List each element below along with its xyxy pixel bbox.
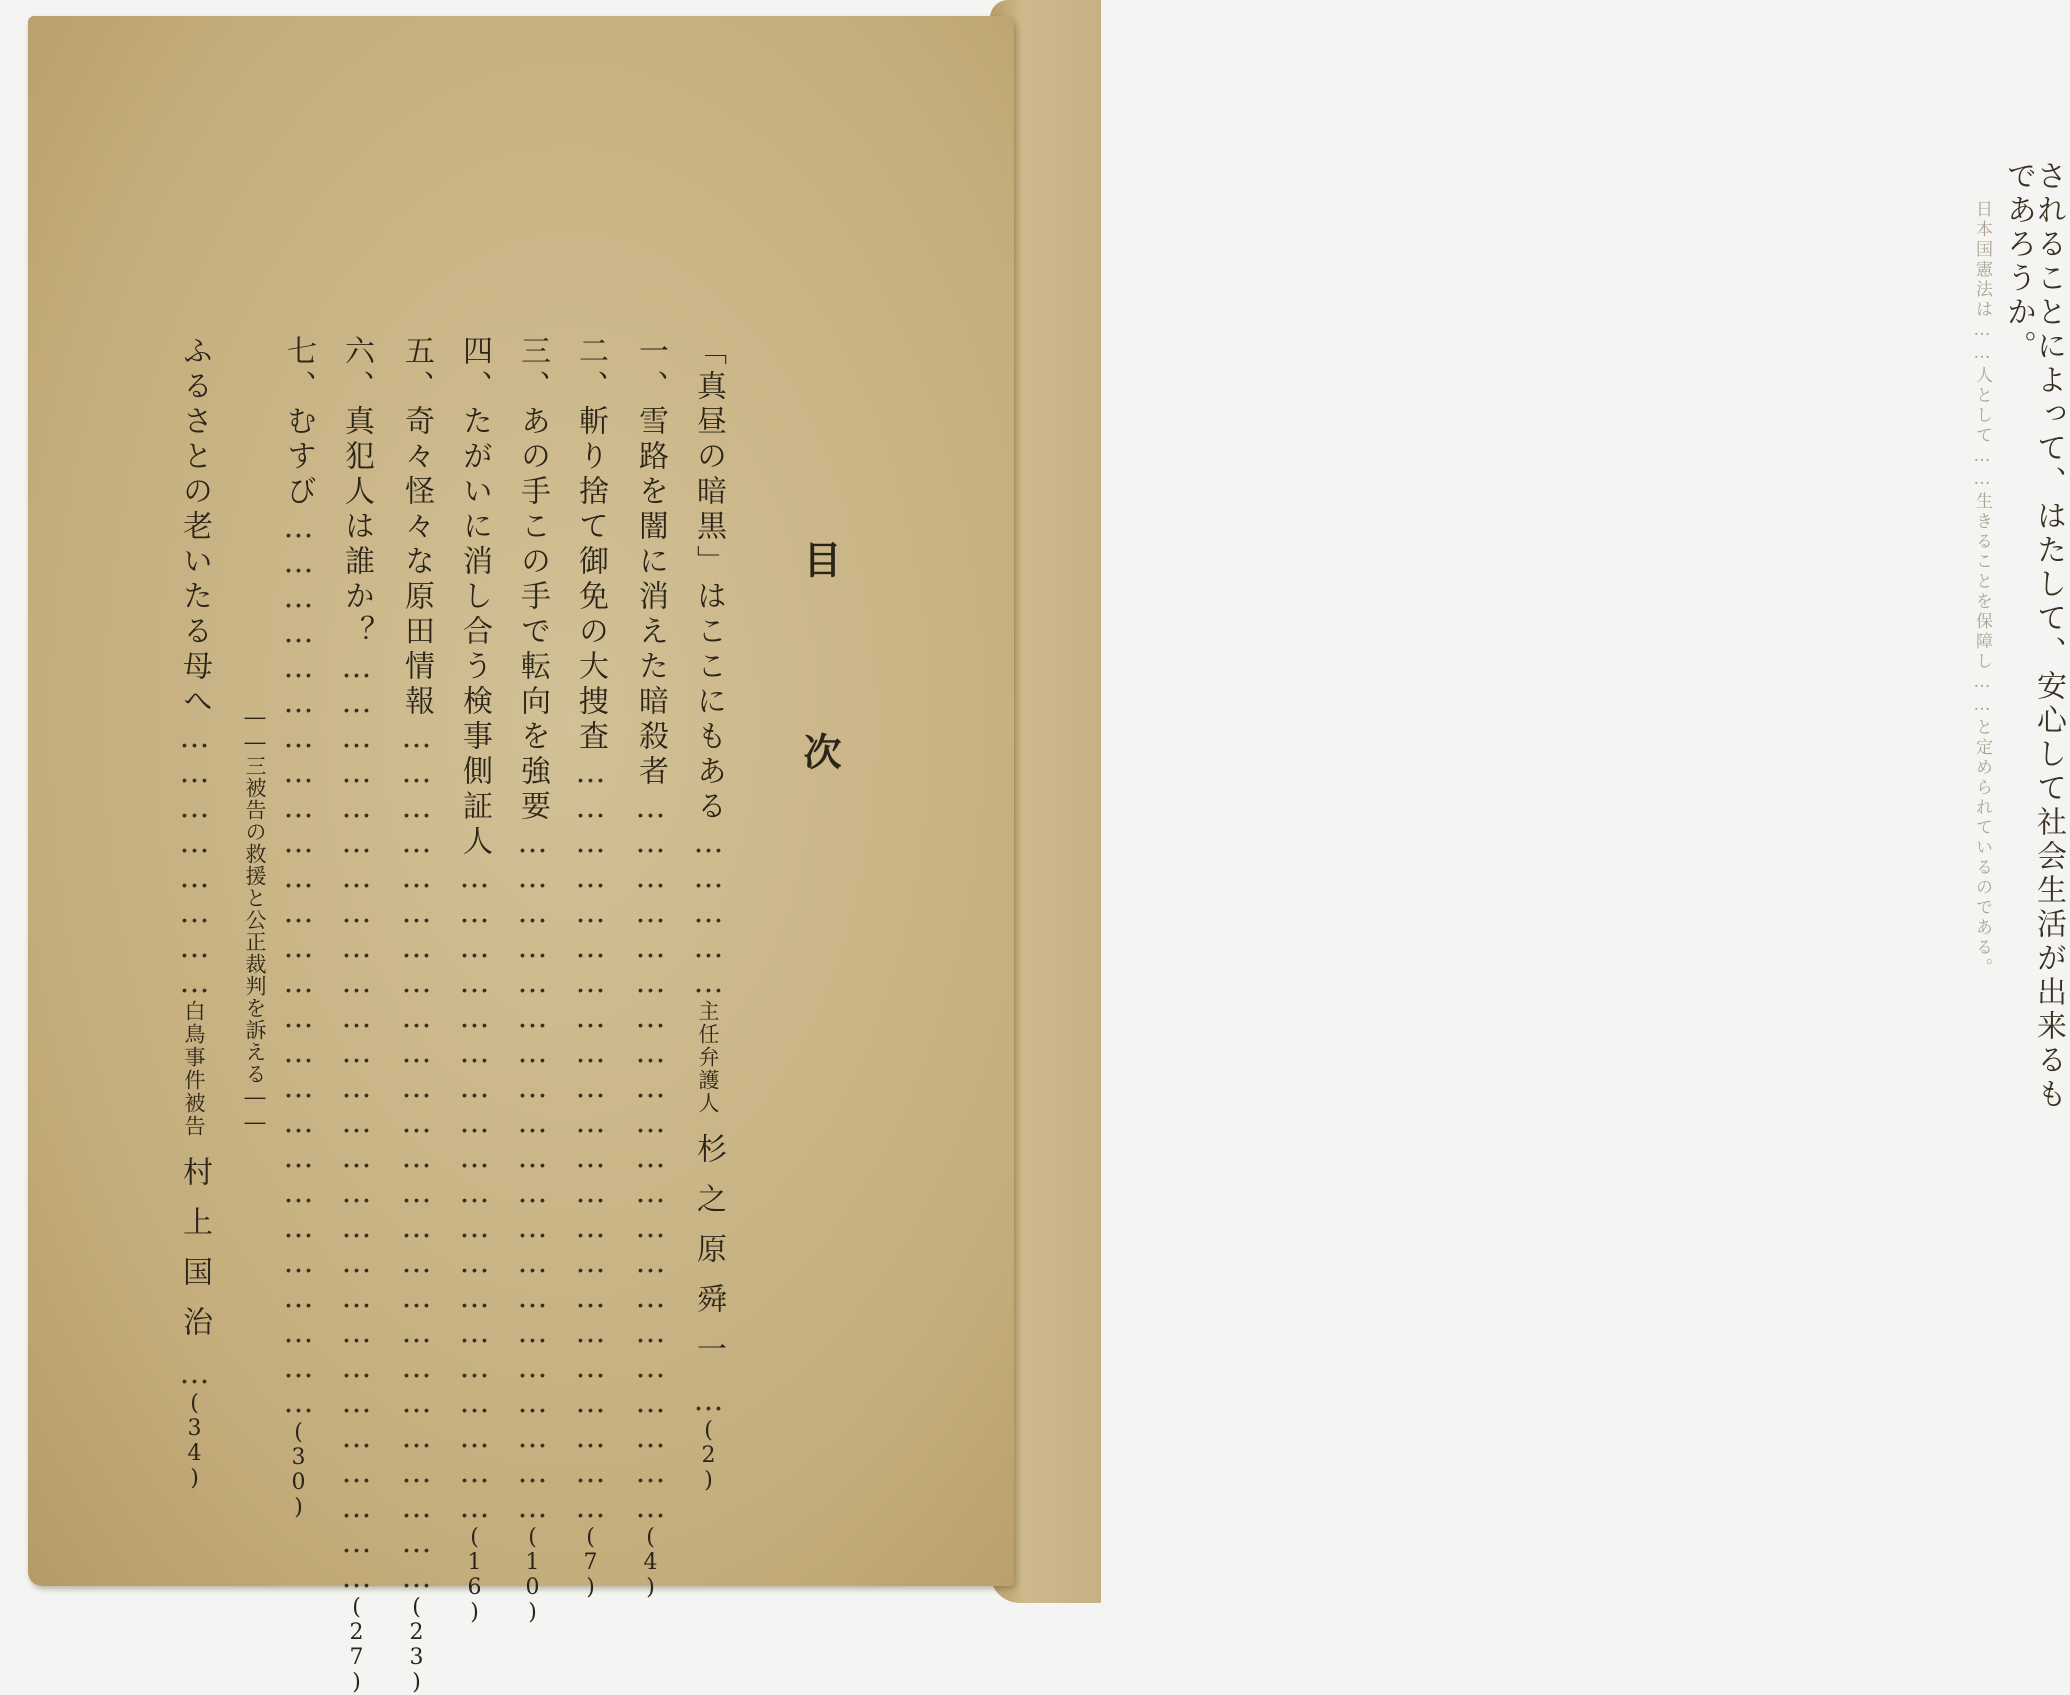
toc-entry-dots: …………… <box>691 825 726 1000</box>
toc-page-number: (7) <box>578 1525 603 1600</box>
toc-page-number: (2) <box>696 1418 721 1493</box>
toc-title: 目 次 <box>797 540 842 828</box>
toc-page-number: (16) <box>462 1525 487 1625</box>
author-name: 杉之原舜一 <box>691 1133 726 1383</box>
toc-entry-dots: ………………………………………………………………… <box>399 720 434 1595</box>
facing-page-faint-line: 日本国憲法は……人として……生きることを保障し……と定められているのである。 <box>1972 200 1992 978</box>
toc-entry-dots: ……………………………………………………………………… <box>339 650 374 1595</box>
toc-entry-text: 七、むすび <box>281 335 316 510</box>
toc-entry <box>568 335 612 1600</box>
toc-page-number: (23) <box>404 1595 429 1695</box>
toc-entry-dots: …………………… <box>177 720 212 1000</box>
toc-entry-dots: …………………………………………………… <box>515 825 550 1525</box>
toc-entry-dots: …………………………………………………………………… <box>281 510 316 1420</box>
toc-entry-text: 一、雪路を闇に消えた暗殺者 <box>633 335 668 790</box>
facing-page-line: されることによって、はたして、安心して社会生活が出来るも <box>2031 160 2066 1112</box>
toc-entry <box>510 335 554 1625</box>
toc-entry-trail: … <box>691 1383 726 1418</box>
facing-page-line: であろうか。 <box>2001 160 2036 364</box>
toc-entry-text: 二、斬り捨て御免の大捜査 <box>573 335 608 755</box>
toc-entry <box>276 335 320 1520</box>
author-title: 白鳥事件被告 <box>182 1000 206 1138</box>
toc-entry-trail: … <box>177 1356 212 1391</box>
toc-page-number: (30) <box>286 1420 311 1520</box>
toc-entry <box>394 335 438 1695</box>
toc-entry-text: 三、あの手この手で転向を強要 <box>515 335 550 825</box>
toc-entry-text: 五、奇々怪々な原田情報 <box>399 335 434 720</box>
toc-entry <box>172 335 216 1491</box>
toc-subtitle: ――三被告の救援と公正裁判を訴える―― <box>243 705 267 1135</box>
toc-entry <box>334 335 378 1695</box>
toc-entry <box>686 335 730 1493</box>
toc-page-number: (34) <box>182 1391 207 1491</box>
toc-entry-text: 「真昼の暗黒」はここにもある <box>691 335 726 825</box>
author-name: 村上国治 <box>177 1156 212 1356</box>
toc-entry-text: ふるさとの老いたる母へ <box>177 335 212 720</box>
toc-entry-dots: ………………………………………………… <box>457 860 492 1525</box>
toc-entry-text: 四、たがいに消し合う検事側証人 <box>457 335 492 860</box>
author-title: 主任弁護人 <box>696 1000 720 1115</box>
toc-entry <box>452 335 496 1625</box>
toc-entry-dots: ………………………………………………………… <box>573 755 608 1525</box>
toc-page-number: (10) <box>520 1525 545 1625</box>
toc-page-number: (27) <box>344 1595 369 1695</box>
toc-page-number: (4) <box>638 1525 663 1600</box>
toc-entry-dots: ……………………………………………………… <box>633 790 668 1525</box>
toc-entry-text: 六、真犯人は誰か？ <box>339 335 374 650</box>
toc-entry <box>628 335 672 1600</box>
